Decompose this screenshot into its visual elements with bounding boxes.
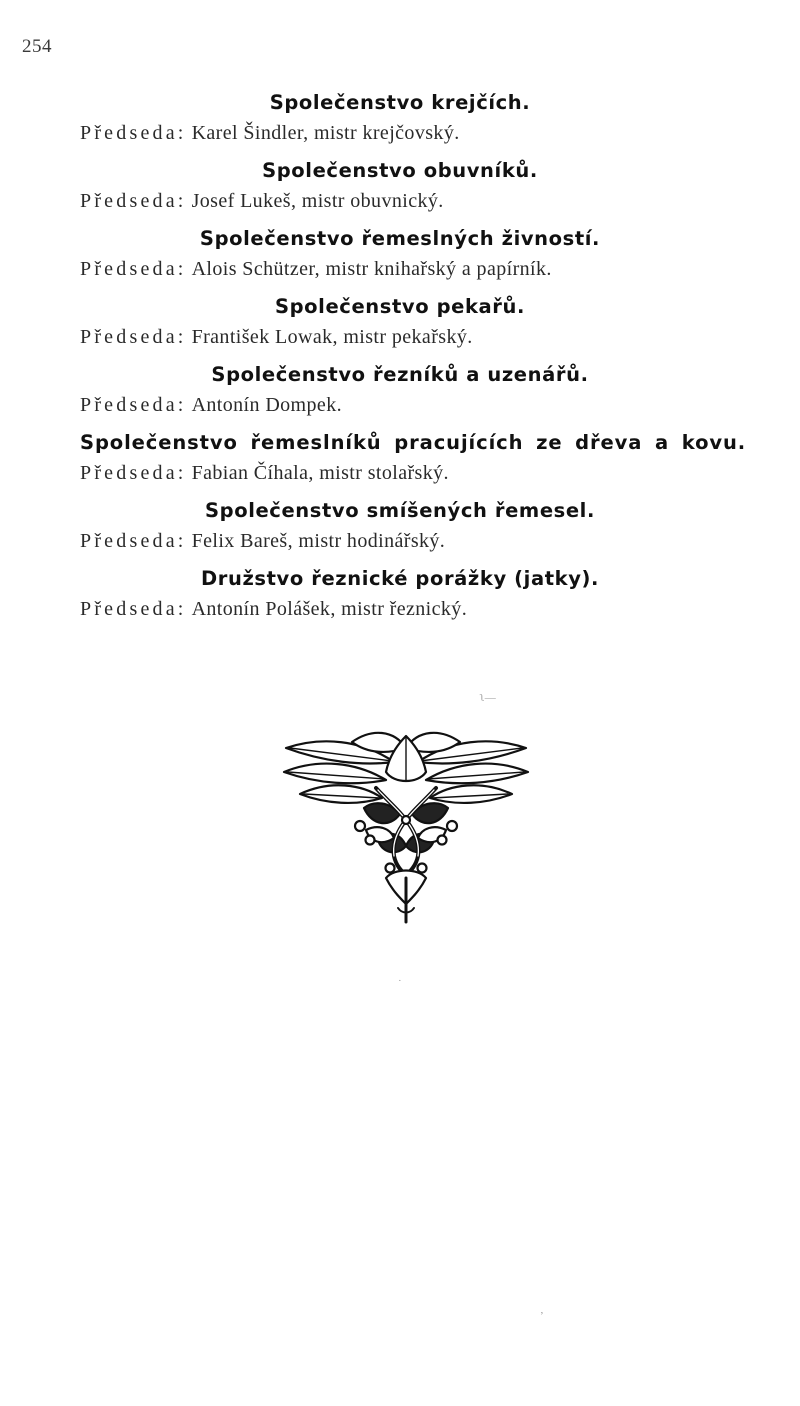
chair-line xyxy=(0,324,800,358)
list-item xyxy=(0,222,800,290)
list-item xyxy=(0,358,800,426)
chair-name: Karel Šindler, mistr krejčovský. xyxy=(191,122,460,144)
society-title: Společenstvo obuvníků. xyxy=(262,159,538,182)
list-item xyxy=(0,562,800,630)
chair-name: Felix Bareš, mistr hodinářský. xyxy=(191,530,446,552)
chair-line xyxy=(0,528,800,562)
society-title: Společenstvo řemeslných živností. xyxy=(199,227,601,250)
chair-line xyxy=(0,188,800,222)
chair-label: Předseda: xyxy=(80,122,187,144)
society-title: Společenstvo krejčích. xyxy=(269,91,531,114)
society-title: Společenstvo řemeslníků pracujících ze dřeva a kovu. xyxy=(80,431,747,454)
chair-label: Předseda: xyxy=(80,530,187,552)
chair-name: Antonín Dompek. xyxy=(191,394,342,416)
stray-mark: ˙ xyxy=(398,978,402,990)
list-item xyxy=(0,154,800,222)
stray-mark: ʼ xyxy=(540,1310,544,1322)
society-title: Společenstvo pekařů. xyxy=(274,295,526,318)
chair-name: František Lowak, mistr pekařský. xyxy=(191,326,473,348)
list-item xyxy=(0,290,800,358)
chair-label: Předseda: xyxy=(80,462,187,484)
chair-line xyxy=(0,392,800,426)
chair-name: Antonín Polášek, mistr řeznický. xyxy=(191,598,468,620)
society-list xyxy=(0,86,800,630)
leaf-vignette-icon xyxy=(282,728,530,924)
list-item xyxy=(0,86,800,154)
chair-name: Alois Schützer, mistr knihařský a papírník. xyxy=(191,258,552,280)
chair-line xyxy=(0,256,800,290)
chair-label: Předseda: xyxy=(80,394,187,416)
page-number: 254 xyxy=(22,36,52,57)
chair-label: Předseda: xyxy=(80,326,187,348)
society-title: Společenstvo smíšených řemesel. xyxy=(205,499,595,522)
chair-label: Předseda: xyxy=(80,190,187,212)
society-title: Společenstvo řezníků a uzenářů. xyxy=(211,363,589,386)
chair-label: Předseda: xyxy=(80,258,187,280)
chair-line xyxy=(0,460,800,494)
chair-name: Josef Lukeš, mistr obuvnický. xyxy=(191,190,444,212)
list-item xyxy=(0,494,800,562)
chair-line xyxy=(0,596,800,630)
list-item xyxy=(0,426,800,494)
chair-label: Předseda: xyxy=(80,598,187,620)
chair-name: Fabian Číhala, mistr stolařský. xyxy=(191,462,449,484)
society-title: Družstvo řeznické porážky (jatky). xyxy=(200,567,600,590)
chair-line xyxy=(0,120,800,154)
stray-mark: ʅ— xyxy=(480,692,496,704)
